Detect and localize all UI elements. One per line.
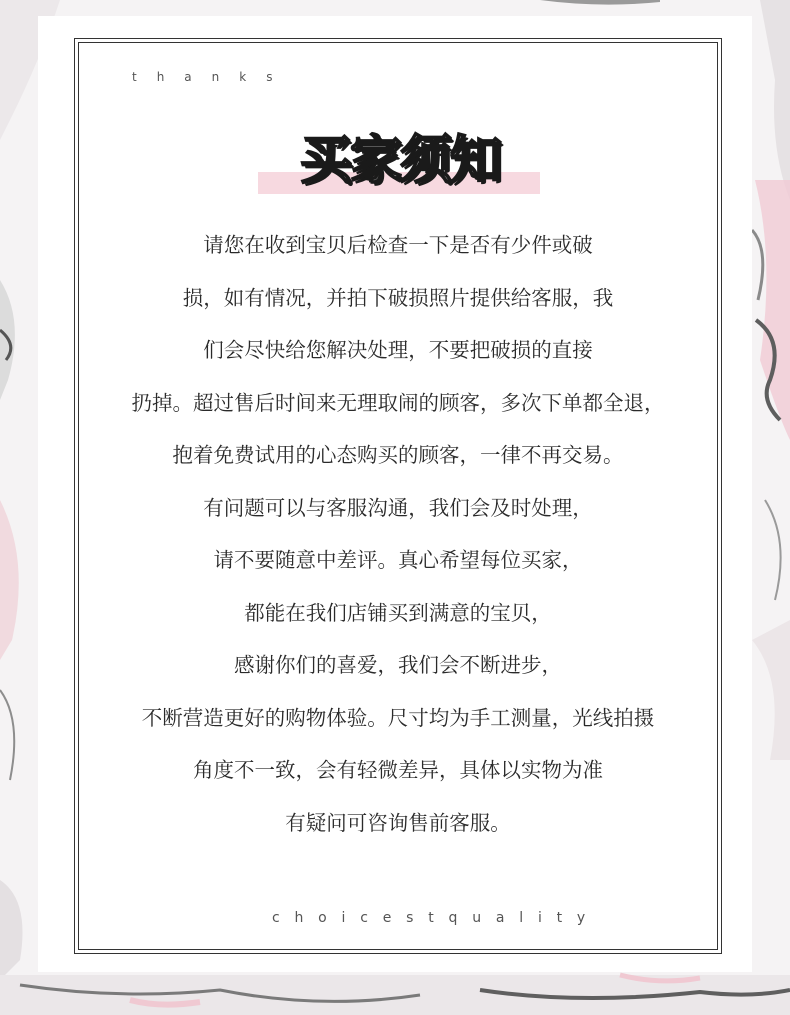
notice-line: 抱着免费试用的心态购买的顾客，一律不再交易。 — [172, 443, 624, 467]
thanks-label: thanks — [132, 70, 293, 84]
notice-line: 角度不一致，会有轻微差异，具体以实物为准 — [193, 758, 603, 782]
notice-line: 请不要随意中差评。真心希望每位买家， — [213, 548, 583, 572]
notice-body — [80, 222, 716, 852]
choicest-quality-label: choicestquality — [272, 910, 601, 926]
notice-line: 们会尽快给您解决处理，不要把破损的直接 — [203, 338, 593, 362]
notice-line: 不断营造更好的购物体验。尺寸均为手工测量，光线拍摄 — [141, 705, 655, 730]
notice-line: 请您在收到宝贝后检查一下是否有少件或破 — [203, 233, 593, 257]
notice-line: 有疑问可咨询售前客服。 — [285, 810, 511, 835]
notice-line: 感谢你们的喜爱，我们会不断进步， — [234, 653, 562, 677]
notice-line: 扔掉。超过售后时间来无理取闹的顾客，多次下单都全退， — [131, 390, 665, 415]
title-block — [258, 128, 540, 194]
notice-line: 都能在我们店铺买到满意的宝贝， — [244, 600, 552, 625]
notice-line: 损，如有情况，并拍下破损照片提供给客服，我 — [182, 285, 614, 310]
notice-line: 有问题可以与客服沟通，我们会及时处理， — [203, 495, 593, 520]
page-title: 买家须知 — [299, 131, 500, 191]
